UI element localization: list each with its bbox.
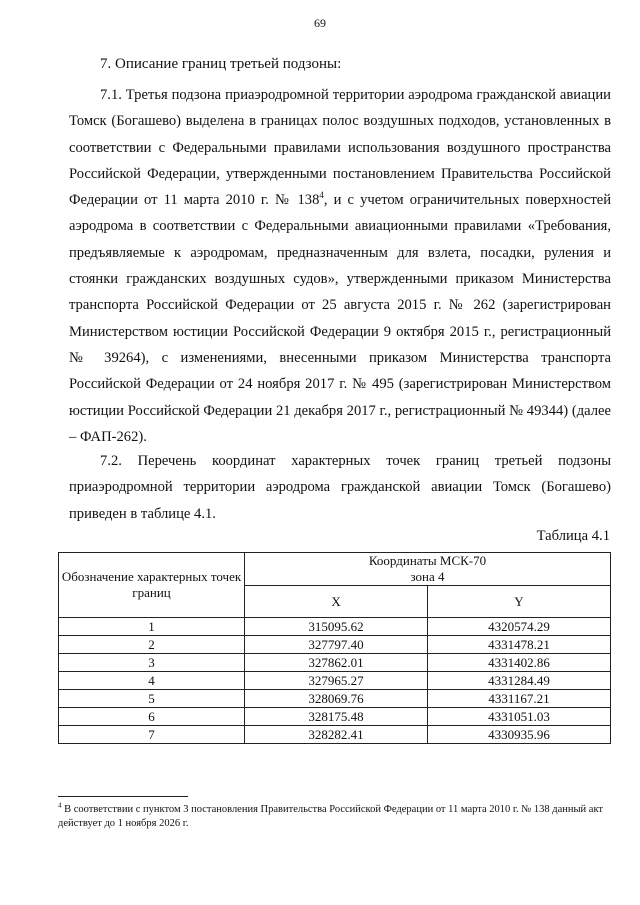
footnote-divider	[58, 796, 188, 797]
coord-x: 315095.62	[245, 618, 428, 636]
paragraph-7-2-text: 7.2. Перечень координат характерных точек границ третьей подзоны приаэродромной территории аэродрома гражданской авиации Томск (Богашево) приведен в таблице 4.1.	[69, 453, 611, 522]
coord-y: 4320574.29	[427, 618, 610, 636]
coord-x: 328069.76	[245, 690, 428, 708]
coord-y: 4331402.86	[427, 654, 610, 672]
coord-y: 4331051.03	[427, 708, 610, 726]
point-number: 2	[59, 636, 245, 654]
paragraph-7-1-text-continued: , и с учетом ограничительных поверхностей аэродрома в соответствии с Федеральными авиационными правилами «Требования, предъявляемые к аэродромам, предназначенным для взлета, посадки, руления и стоянки гражданских воздушных судов», утвержденными приказом Министерства транспорта Российской Федерации от 25 августа 2015 г. № 262 (зарегистрирован Министерством юстиции Российской Федерации 9 октября 2015 г., регистрационный № 39264), с изменениями, внесенными приказом Министерства транспорта Российской Федерации от 24 ноября 2017 г. № 495 (зарегистрирован Министерством юстиции Российской Федерации 21 декабря 2017 г., регистрационный № 49344) (далее – ФАП-262).	[69, 192, 612, 445]
header-x: X	[245, 586, 428, 618]
footnote-marker: 4	[58, 801, 62, 810]
coord-y: 4330935.96	[427, 726, 610, 744]
paragraph-7-2	[69, 448, 611, 527]
coord-y: 4331284.49	[427, 672, 610, 690]
point-number: 4	[59, 672, 245, 690]
paragraph-7-1	[69, 82, 611, 450]
point-number: 5	[59, 690, 245, 708]
header-point-designation: Обозначение характерных точек границ	[59, 553, 245, 618]
coord-x: 327797.40	[245, 636, 428, 654]
page-number: 69	[314, 16, 326, 30]
coord-y: 4331167.21	[427, 690, 610, 708]
coord-x: 328282.41	[245, 726, 428, 744]
table-row	[59, 726, 611, 744]
footnote	[58, 803, 611, 831]
point-number: 6	[59, 708, 245, 726]
point-number: 7	[59, 726, 245, 744]
table-caption: Таблица 4.1	[536, 528, 610, 544]
coord-x: 327965.27	[245, 672, 428, 690]
table-row	[59, 708, 611, 726]
header-coordinates-system: Координаты МСК-70 зона 4	[245, 553, 611, 586]
coord-x: 328175.48	[245, 708, 428, 726]
point-number: 1	[59, 618, 245, 636]
coordinates-table	[58, 552, 611, 744]
footnote-reference: 4	[319, 190, 324, 201]
section-heading: 7. Описание границ третьей подзоны:	[100, 56, 342, 72]
header-y: Y	[427, 586, 610, 618]
coord-x: 327862.01	[245, 654, 428, 672]
paragraph-7-1-text: 7.1. Третья подзона приаэродромной территории аэродрома гражданской авиации Томск (Богашево) выделена в границах полос воздушных подходов, установленных в соответствии с Федеральными правилами использования воздушного пространства Российской Федерации, утвержденными постановлением Правительства Российской Федерации от 11 марта 2010 г. № 138	[69, 87, 611, 209]
table-row	[59, 690, 611, 708]
point-number: 3	[59, 654, 245, 672]
table-row	[59, 636, 611, 654]
coord-y: 4331478.21	[427, 636, 610, 654]
table-row	[59, 618, 611, 636]
table-row	[59, 654, 611, 672]
table-row	[59, 672, 611, 690]
footnote-text: В соответствии с пунктом 3 постановления Правительства Российской Федерации от 11 марта 2010 г. № 138 данный акт действует до 1 ноября 2026 г.	[58, 804, 603, 829]
